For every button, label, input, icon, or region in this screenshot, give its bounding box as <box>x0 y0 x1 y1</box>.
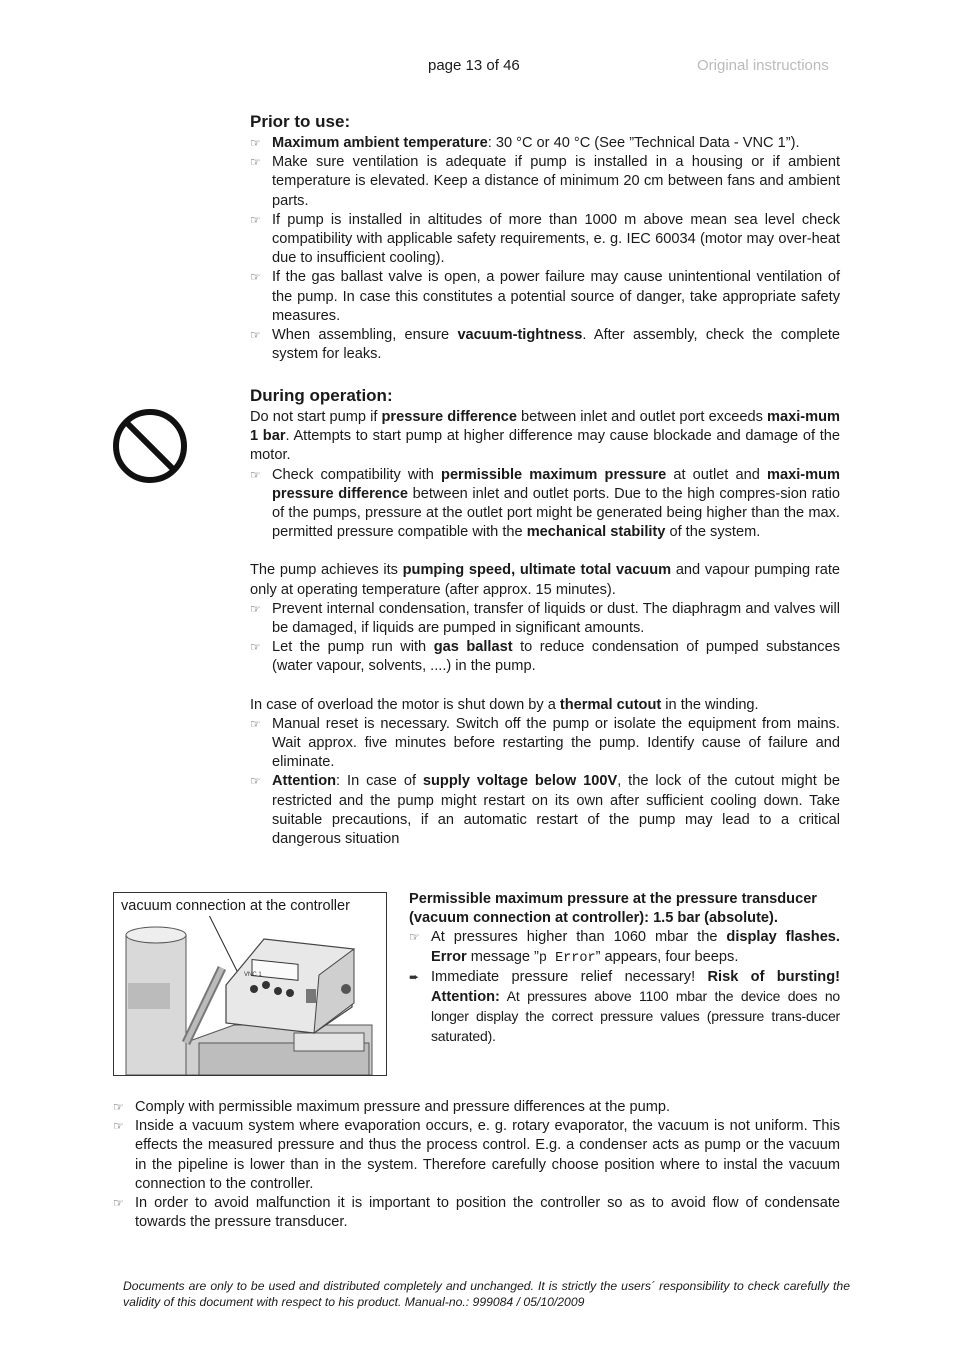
pointing-hand-icon: ☞ <box>113 1119 124 1134</box>
list-item: ➨ Immediate pressure relief necessary! Risk of bursting! Attention: At pressures above 1100 mbar the device does no longer display the correct pressure values (pressure trans-ducer saturated). <box>409 968 840 1045</box>
list-item: ☞ Let the pump run with gas ballast to reduce condensation of pumped substances (water vapour, solvents, ....) in the pump. <box>250 639 840 675</box>
text: . After assembly, check the complete system for leaks. <box>272 327 840 363</box>
bottom-list <box>113 1098 840 1232</box>
pointing-hand-icon: ☞ <box>250 328 261 343</box>
arrow-right-icon: ➨ <box>409 969 420 984</box>
pointing-hand-icon: ☞ <box>113 1100 124 1114</box>
list-item: ☞ Manual reset is necessary. Switch off the pump or isolate the equipment from mains. Wait approx. five minutes before restarting the pump. Identify cause of failure and eliminate. <box>250 715 840 771</box>
side-heading: Permissible maximum pressure at the pressure transducer (vacuum connection at controller): 1.5 bar (absolute). <box>409 891 817 927</box>
text-bold: Maximum ambient temperature <box>272 135 488 151</box>
pointing-hand-icon: ☞ <box>250 136 261 150</box>
pointing-hand-icon: ☞ <box>250 774 261 789</box>
paragraph: Do not start pump if pressure difference between inlet and outlet port exceeds maxi-mum 1 bar. Attempts to start pump at higher difference may cause blockade and damage of the motor. <box>250 409 840 464</box>
list-item: ☞ Comply with permissible maximum pressure and pressure differences at the pump. <box>113 1098 840 1117</box>
during-section <box>250 385 840 849</box>
paragraph: The pump achieves its pumping speed, ultimate total vacuum and vapour pumping rate only at operating temperature (after approx. 15 minutes). <box>250 562 840 598</box>
prior-list <box>250 134 840 364</box>
prior-section <box>250 111 840 364</box>
pointing-hand-icon: ☞ <box>250 212 261 227</box>
prior-title: Prior to use: <box>250 112 351 131</box>
figure-caption: vacuum connection at the controller <box>121 897 350 916</box>
footer-note: Documents are only to be used and distributed completely and unchanged. It is strictly the users´ responsibility to check carefully the validity of this document with respect to his product. Manual-no.: 999084 / 05/10/2009 <box>123 1279 850 1309</box>
page-number: page 13 of 46 <box>428 57 520 74</box>
pointing-hand-icon: ☞ <box>250 467 261 482</box>
during-list-3 <box>250 715 840 849</box>
list-item: ☞ In order to avoid malfunction it is important to position the controller so as to avoid flow of condensate towards the pressure transducer. <box>113 1195 840 1231</box>
text: If pump is installed in altitudes of more than 1000 m above mean sea level check compatibility with applicable safety requirements, e. g. IEC 60034 (motor may over-heat due to insufficient cooling). <box>272 211 840 267</box>
pointing-hand-icon: ☞ <box>250 270 261 285</box>
list-item: ☞ Attention: In case of supply voltage below 100V, the lock of the cutout might be restricted and the pump might restart on its own after sufficient cooling down. Take suitable precautions, if an automatic restart of the pump may lead to a critical dangerous situation <box>250 773 840 848</box>
list-item <box>250 153 840 211</box>
list-item <box>250 326 840 364</box>
bottom-section <box>113 1098 840 1232</box>
list-item <box>250 211 840 269</box>
pointing-hand-icon: ☞ <box>113 1196 124 1211</box>
pressure-transducer-section <box>409 890 840 1048</box>
device-label: VNC 1 <box>244 972 262 978</box>
prohibition-icon <box>112 408 188 484</box>
text: If the gas ballast valve is open, a power failure may cause unintentional ventilation of the pump. In case this constitutes a potential source of danger, take appropriate safety measures. <box>272 269 840 324</box>
list-item: ☞ Inside a vacuum system where evaporation occurs, e. g. rotary evaporator, the vacuum is not uniform. This effects the measured pressure and thus the process control. E.g. a condenser acts as pump or the vacuum in the pipeline is lower than in the system. Therefore carefully choose position where to instal the vacuum connection to the controller. <box>113 1118 840 1192</box>
pointing-hand-icon: ☞ <box>409 930 420 945</box>
text-bold: vacuum-tightness <box>457 327 583 344</box>
pointing-hand-icon: ☞ <box>250 155 261 170</box>
list-item: ☞ Check compatibility with permissible maximum pressure at outlet and maxi-mum pressure difference between inlet and outlet ports. Due to the high compres-sion ratio of the pumps, pressure at the outlet port might be generated being higher than the max. permitted pressure compatible with the mechanical stability of the system. <box>250 466 840 541</box>
list-item: ☞ At pressures higher than 1060 mbar the display flashes. Error message ”p Error” appears, four beeps. <box>409 929 840 966</box>
text: When assembling, ensure <box>272 327 458 344</box>
pointing-hand-icon: ☞ <box>250 640 261 655</box>
during-title: During operation: <box>250 386 393 405</box>
text: Make sure ventilation is adequate if pump is installed in a housing or if ambient temperature is elevated. Keep a distance of minimum 20 cm between fans and ambient parts. <box>272 154 840 209</box>
pointing-hand-icon: ☞ <box>250 716 261 731</box>
during-list-1 <box>250 466 840 543</box>
controller-figure <box>113 892 387 1076</box>
paragraph: In case of overload the motor is shut down by a thermal cutout in the winding. <box>250 696 759 713</box>
during-list-2 <box>250 600 840 677</box>
pointing-hand-icon: ☞ <box>250 601 261 616</box>
side-list <box>409 928 840 1047</box>
list-item: ☞ Prevent internal condensation, transfer of liquids or dust. The diaphragm and valves will be damaged, if liquids are pumped in significant amounts. <box>250 600 840 637</box>
list-item <box>250 134 840 153</box>
text: : 30 °C or 40 °C (See ”Technical Data - VNC 1”). <box>487 135 800 151</box>
original-instructions-label: Original instructions <box>697 57 829 74</box>
controller-illustration <box>114 893 386 1075</box>
list-item <box>250 268 840 326</box>
